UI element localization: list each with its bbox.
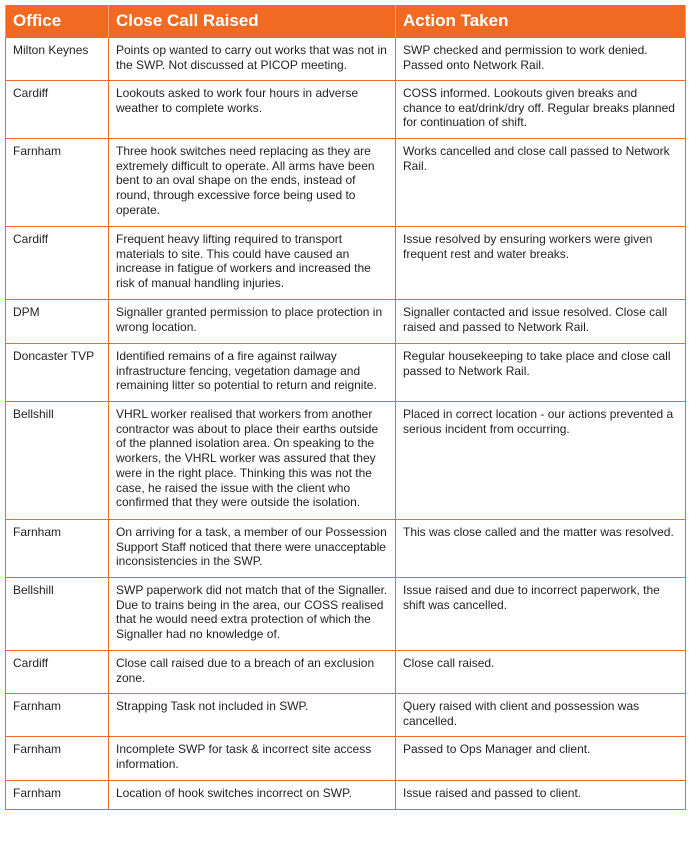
table-row <box>6 520 686 578</box>
cell-close-call: VHRL worker realised that workers from another contractor was about to place their earths outside of the planned isolation area. On speaking to the workers, the VHRL worker was assured that they were in the right place. Thinking this was not the case, he raised the issue with the client who confirmed that they were outside the isolation. <box>109 402 396 520</box>
cell-office: Cardiff <box>6 81 109 139</box>
close-call-table <box>5 5 686 810</box>
cell-office: Cardiff <box>6 227 109 300</box>
header-row <box>6 5 686 38</box>
cell-office: Farnham <box>6 781 109 810</box>
header-action-taken: Action Taken <box>396 5 686 38</box>
cell-action: Issue raised and passed to client. <box>396 781 686 810</box>
cell-office: Farnham <box>6 139 109 227</box>
table-row <box>6 737 686 781</box>
cell-action: Signaller contacted and issue resolved. Close call raised and passed to Network Rail. <box>396 300 686 344</box>
header-close-call-raised: Close Call Raised <box>109 5 396 38</box>
cell-close-call: Three hook switches need replacing as they are extremely difficult to operate. All arms have been bent to an oval shape on the ends, instead of round, through excessive force being used to operate. <box>109 139 396 227</box>
cell-action: Issue resolved by ensuring workers were given frequent rest and water breaks. <box>396 227 686 300</box>
table-row <box>6 227 686 300</box>
cell-office: Bellshill <box>6 578 109 651</box>
table-row <box>6 578 686 651</box>
table-row <box>6 402 686 520</box>
cell-office: DPM <box>6 300 109 344</box>
cell-action: SWP checked and permission to work denied. Passed onto Network Rail. <box>396 38 686 81</box>
close-call-table-container <box>5 5 685 810</box>
table-body <box>6 38 686 810</box>
cell-close-call: Points op wanted to carry out works that was not in the SWP. Not discussed at PICOP meeting. <box>109 38 396 81</box>
table-row <box>6 651 686 694</box>
cell-close-call: Strapping Task not included in SWP. <box>109 694 396 737</box>
cell-action: Regular housekeeping to take place and close call passed to Network Rail. <box>396 344 686 402</box>
cell-office: Doncaster TVP <box>6 344 109 402</box>
table-row <box>6 694 686 737</box>
cell-close-call: Close call raised due to a breach of an exclusion zone. <box>109 651 396 694</box>
cell-action: COSS informed. Lookouts given breaks and chance to eat/drink/dry off. Regular breaks planned for continuation of shift. <box>396 81 686 139</box>
cell-office: Bellshill <box>6 402 109 520</box>
cell-office: Milton Keynes <box>6 38 109 81</box>
cell-close-call: Incomplete SWP for task & incorrect site access information. <box>109 737 396 781</box>
table-row <box>6 344 686 402</box>
table-row <box>6 781 686 810</box>
cell-office: Cardiff <box>6 651 109 694</box>
cell-action: Works cancelled and close call passed to Network Rail. <box>396 139 686 227</box>
cell-close-call: SWP paperwork did not match that of the Signaller. Due to trains being in the area, our COSS realised that he would need extra protection of which the Signaller had no knowledge of. <box>109 578 396 651</box>
header-office: Office <box>6 5 109 38</box>
cell-office: Farnham <box>6 694 109 737</box>
table-header <box>6 5 686 38</box>
cell-close-call: Location of hook switches incorrect on SWP. <box>109 781 396 810</box>
cell-close-call: Identified remains of a fire against railway infrastructure fencing, vegetation damage and remaining litter so potential to return and reignite. <box>109 344 396 402</box>
cell-office: Farnham <box>6 520 109 578</box>
cell-close-call: Signaller granted permission to place protection in wrong location. <box>109 300 396 344</box>
cell-action: This was close called and the matter was resolved. <box>396 520 686 578</box>
cell-action: Close call raised. <box>396 651 686 694</box>
cell-action: Query raised with client and possession was cancelled. <box>396 694 686 737</box>
cell-close-call: On arriving for a task, a member of our Possession Support Staff noticed that there were unacceptable inconsistencies in the SWP. <box>109 520 396 578</box>
cell-action: Passed to Ops Manager and client. <box>396 737 686 781</box>
cell-close-call: Frequent heavy lifting required to transport materials to site. This could have caused an increase in fatigue of workers and increased the risk of manual handling injuries. <box>109 227 396 300</box>
cell-action: Placed in correct location - our actions prevented a serious incident from occurring. <box>396 402 686 520</box>
table-row <box>6 139 686 227</box>
table-row <box>6 300 686 344</box>
cell-close-call: Lookouts asked to work four hours in adverse weather to complete works. <box>109 81 396 139</box>
table-row <box>6 38 686 81</box>
cell-action: Issue raised and due to incorrect paperwork, the shift was cancelled. <box>396 578 686 651</box>
cell-office: Farnham <box>6 737 109 781</box>
table-row <box>6 81 686 139</box>
